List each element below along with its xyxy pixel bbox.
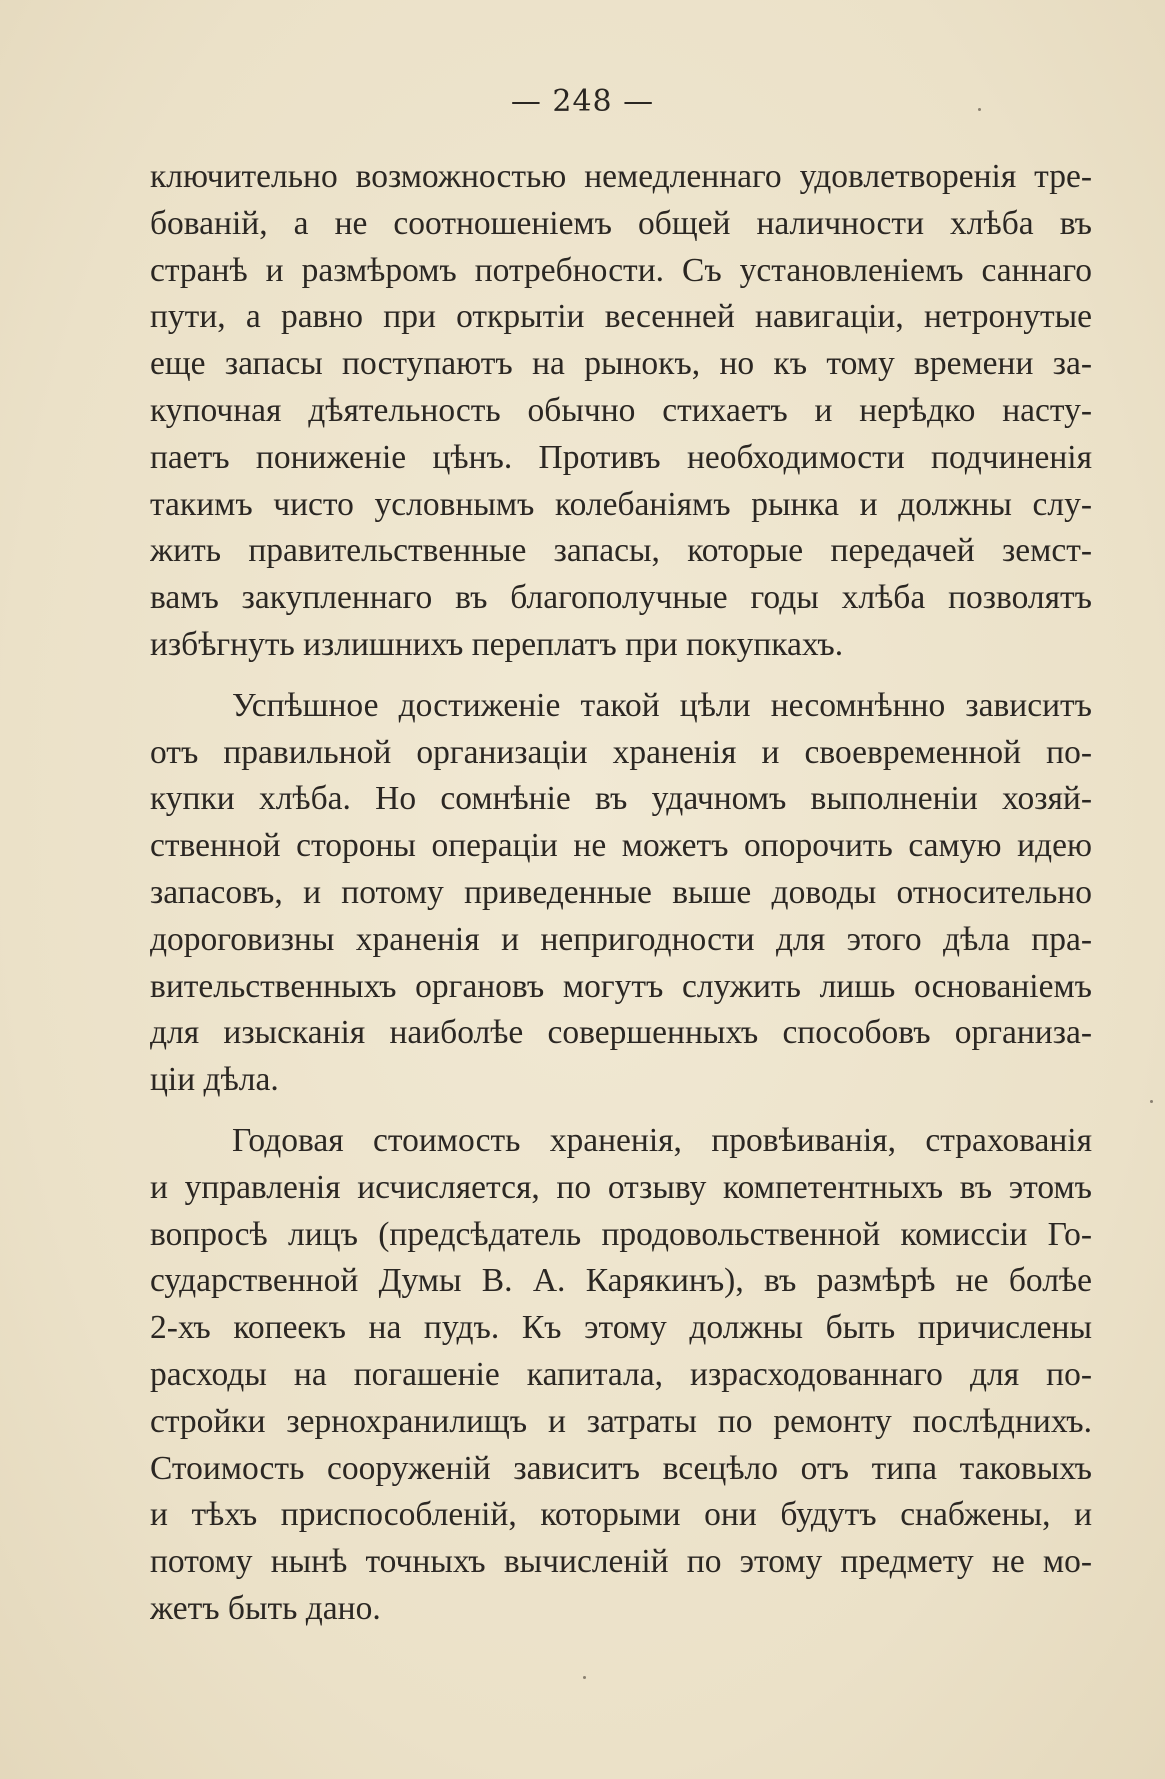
text-line: еще запасы поступаютъ на рынокъ, но къ тому времени за- bbox=[150, 345, 1092, 383]
text-line: сударственной Думы В. А. Карякинъ), въ размѣрѣ не болѣе bbox=[150, 1262, 1092, 1300]
text-line: Годовая стоимость храненія, провѣиванія, страхованія bbox=[232, 1121, 1092, 1159]
text-line: вамъ закупленнаго въ благополучные годы хлѣба позволятъ bbox=[150, 579, 1092, 617]
paragraph-1 bbox=[150, 154, 1092, 669]
text-line: паетъ пониженіе цѣнъ. Противъ необходимости подчиненія bbox=[150, 438, 1092, 476]
text-line: Успѣшное достиженіе такой цѣли несомнѣнно зависитъ bbox=[232, 686, 1092, 724]
text-line: стройки зернохранилищъ и затраты по ремонту послѣднихъ. bbox=[150, 1402, 1092, 1440]
text-line: Стоимость сооруженій зависитъ всецѣло отъ типа таковыхъ bbox=[150, 1449, 1092, 1487]
text-line: ціи дѣла. bbox=[150, 1061, 279, 1099]
paper-speck bbox=[583, 1676, 586, 1679]
text-line: для изысканія наиболѣе совершенныхъ способовъ организа- bbox=[150, 1014, 1092, 1052]
text-line: и тѣхъ приспособленій, которыми они будутъ снабжены, и bbox=[150, 1496, 1092, 1534]
text-line: такимъ чисто условнымъ колебаніямъ рынка и должны слу- bbox=[150, 485, 1092, 523]
text-line: купки хлѣба. Но сомнѣніе въ удачномъ выполненіи хозяй- bbox=[150, 780, 1092, 818]
text-line: купочная дѣятельность обычно стихаетъ и нерѣдко насту- bbox=[150, 391, 1092, 429]
text-line: бованій, а не соотношеніемъ общей наличности хлѣба въ bbox=[150, 204, 1092, 242]
text-line: отъ правильной организаціи храненія и своевременной по- bbox=[150, 733, 1092, 771]
page-number: — 248 — bbox=[510, 84, 655, 119]
text-line: ственной стороны операціи не можетъ опорочить самую идею bbox=[150, 827, 1092, 865]
text-line: вопросѣ лицъ (предсѣдатель продовольственной комиссіи Го- bbox=[150, 1215, 1092, 1253]
paragraph-2 bbox=[150, 683, 1092, 1104]
text-line: жить правительственные запасы, которые передачей земст- bbox=[150, 532, 1092, 570]
text-line: расходы на погашеніе капитала, израсходованнаго для по- bbox=[150, 1355, 1092, 1393]
text-line: потому нынѣ точныхъ вычисленій по этому предмету не мо- bbox=[150, 1543, 1092, 1581]
text-line: ключительно возможностью немедленнаго удовлетворенія тре- bbox=[150, 158, 1092, 195]
paragraph-3 bbox=[150, 1118, 1092, 1633]
text-line: дороговизны храненія и непригодности для этого дѣла пра- bbox=[150, 920, 1092, 958]
text-line: избѣгнуть излишнихъ переплатъ при покупкахъ. bbox=[150, 625, 844, 663]
text-line: и управленія исчисляется, по отзыву компетентныхъ въ этомъ bbox=[150, 1168, 1092, 1206]
body-text bbox=[150, 154, 1092, 1633]
text-line: 2-хъ копеекъ на пудъ. Къ этому должны быть причислены bbox=[150, 1309, 1092, 1347]
text-line: вительственныхъ органовъ могутъ служить лишь основаніемъ bbox=[150, 967, 1092, 1005]
text-line: запасовъ, и потому приведенные выше доводы относительно bbox=[150, 873, 1092, 911]
text-line: странѣ и размѣромъ потребности. Съ установленіемъ саннаго bbox=[150, 251, 1092, 289]
text-line: жетъ быть дано. bbox=[150, 1589, 381, 1627]
paper-speck bbox=[1150, 1100, 1153, 1103]
text-line: пути, а равно при открытіи весенней навигаціи, нетронутые bbox=[150, 298, 1092, 336]
